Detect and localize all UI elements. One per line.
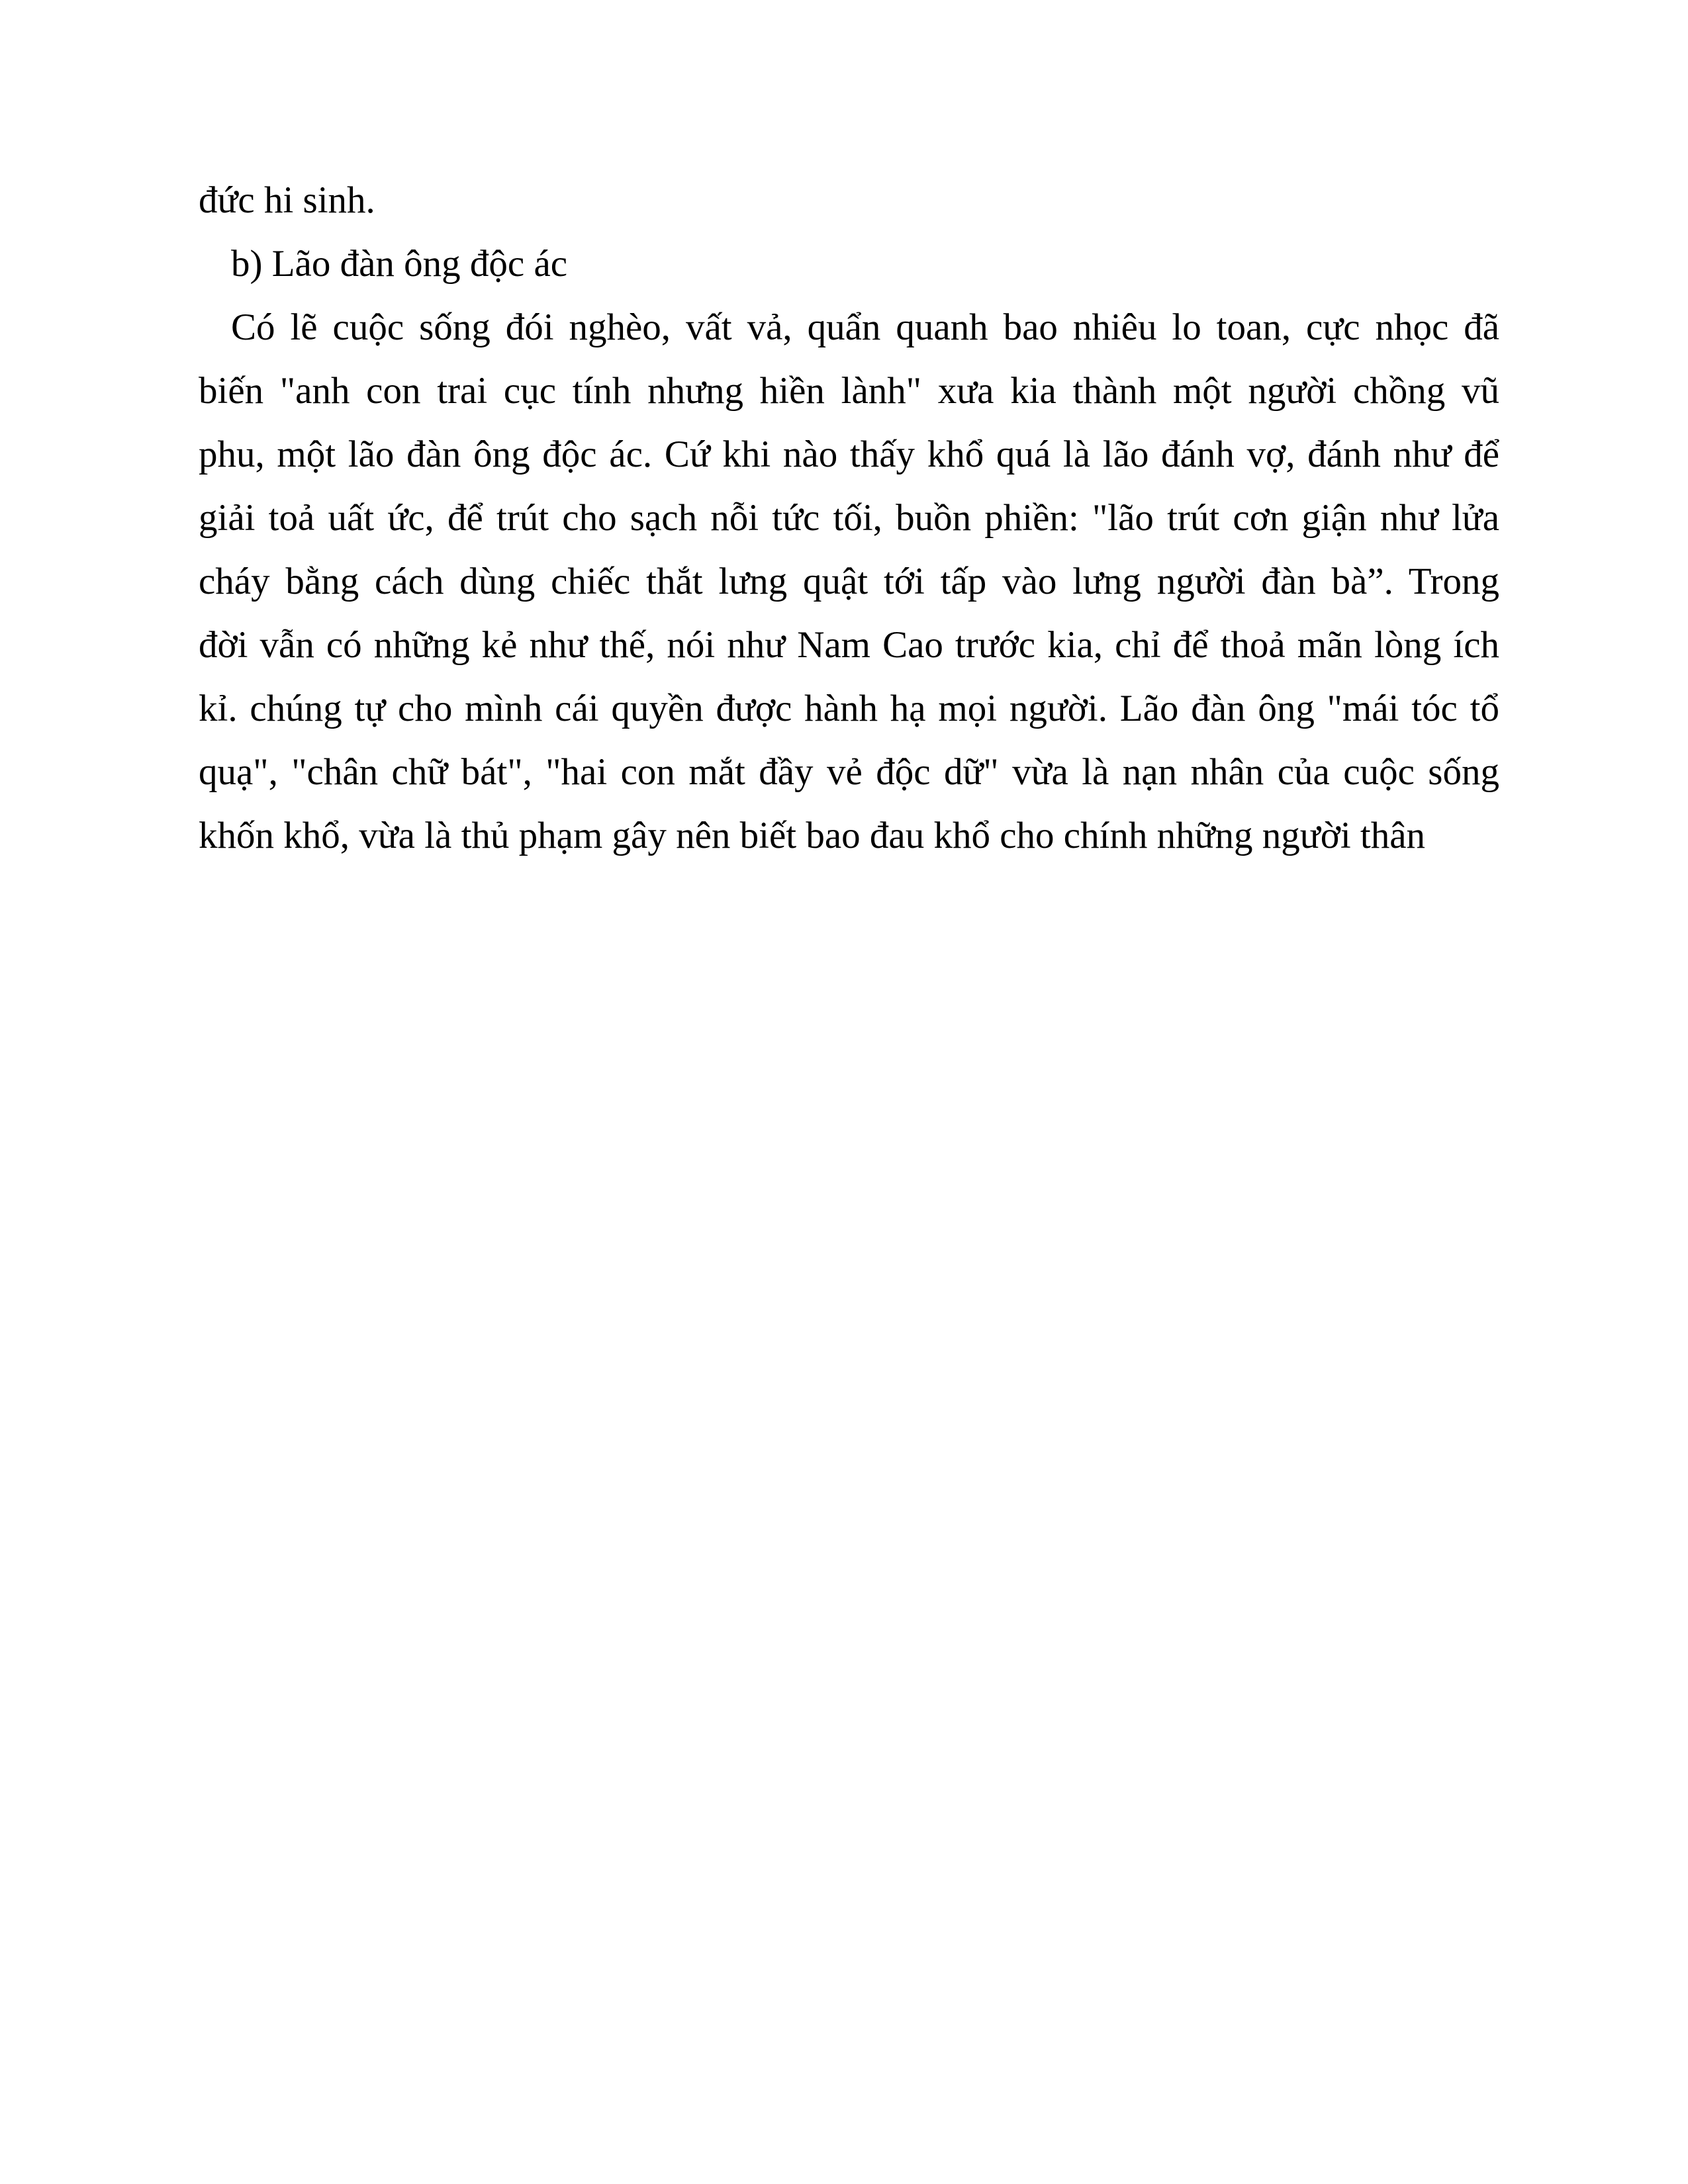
paragraph-line: giải toả uất ức, để trút cho sạch nỗi tức tối, buồn phiền: "lão trút cơn giận như lửa: [199, 497, 1499, 539]
paragraph-line: quạ", "chân chữ bát", "hai con mắt đầy vẻ độc dữ" vừa là nạn nhân của cuộc sống: [199, 751, 1499, 793]
paragraph-line: phu, một lão đàn ông độc ác. Cứ khi nào thấy khổ quá là lão đánh vợ, đánh như để: [199, 433, 1499, 475]
paragraph-end-line: đức hi sinh.: [199, 179, 375, 221]
paragraph-line: khốn khổ, vừa là thủ phạm gây nên biết bao đau khổ cho chính những người thân: [199, 815, 1426, 856]
paragraph-line: biến "anh con trai cục tính nhưng hiền lành" xưa kia thành một người chồng vũ: [199, 370, 1499, 412]
paragraph-line: Có lẽ cuộc sống đói nghèo, vất vả, quẩn quanh bao nhiêu lo toan, cực nhọc đã: [231, 306, 1499, 348]
paragraph-line: đời vẫn có những kẻ như thế, nói như Nam Cao trước kia, chỉ để thoả mãn lòng ích: [199, 624, 1499, 666]
section-item-heading: b) Lão đàn ông độc ác: [231, 243, 568, 285]
paragraph-line: cháy bằng cách dùng chiếc thắt lưng quật tới tấp vào lưng người đàn bà”. Trong: [199, 561, 1499, 602]
paragraph-line: kỉ. chúng tự cho mình cái quyền được hành hạ mọi người. Lão đàn ông "mái tóc tổ: [199, 688, 1499, 729]
